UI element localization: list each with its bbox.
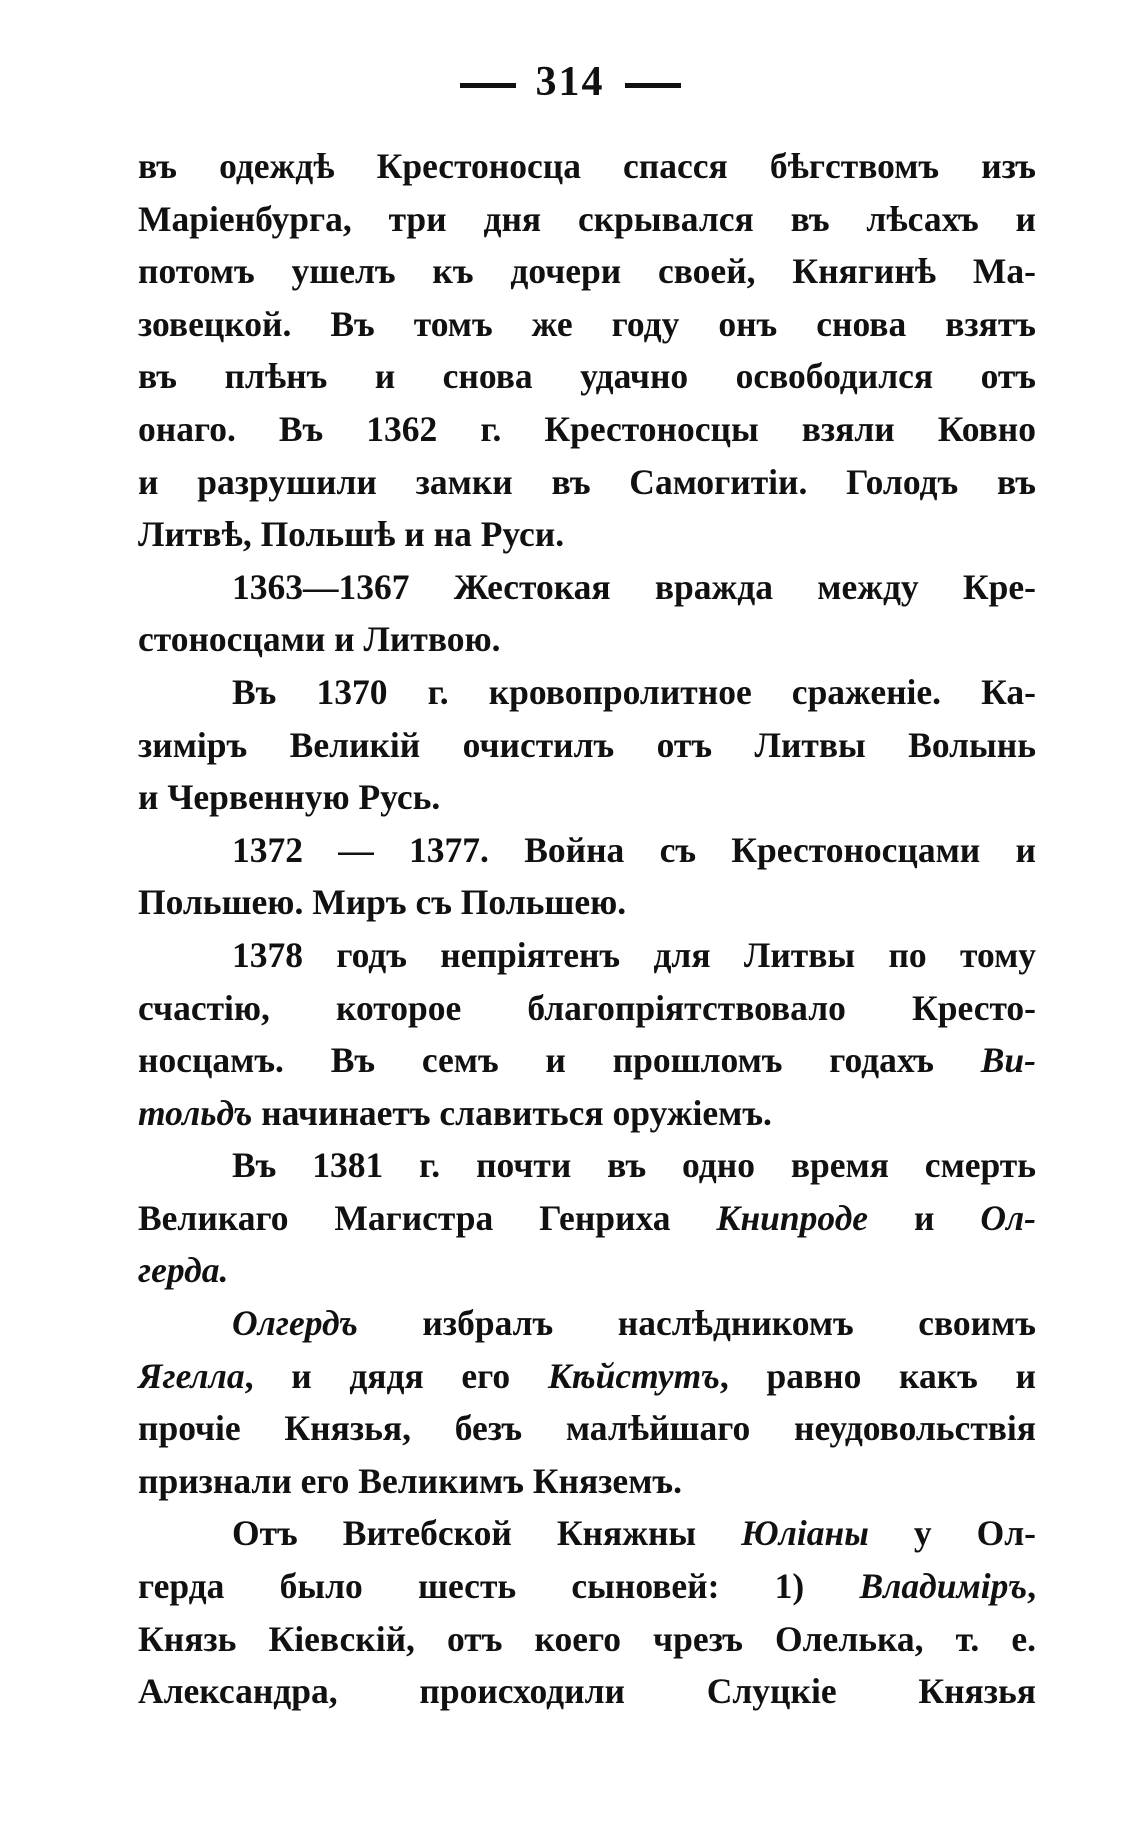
page-number <box>0 58 1140 106</box>
text-line: Князь Кіевскій, отъ коего чрезъ Олелька, т. е. <box>138 1618 1036 1659</box>
text-line: Великаго Магистра Генриха Книпроде и Ол- <box>138 1197 1036 1238</box>
text-line: и разрушили замки въ Самогитіи. Голодъ въ <box>138 461 1036 502</box>
text-line: 1378 годъ непріятенъ для Литвы по тому <box>232 934 1036 975</box>
text-line: и Червенную Русь. <box>138 777 441 818</box>
text-line: признали его Великимъ Княземъ. <box>138 1460 682 1501</box>
text-line: Отъ Витебской Княжны Юліаны у Ол- <box>232 1513 1036 1554</box>
body-text <box>138 140 1036 1718</box>
text-line: тольдъ начинаетъ славиться оружіемъ. <box>138 1092 772 1133</box>
text-line: потомъ ушелъ къ дочери своей, Княгинѣ Ма- <box>138 251 1036 292</box>
text-line: Въ 1381 г. почти въ одно время смерть <box>232 1145 1036 1186</box>
text-line: 1363—1367 Жестокая вражда между Кре- <box>232 566 1036 607</box>
text-line: Польшею. Миръ съ Польшею. <box>138 882 627 923</box>
dash-left <box>460 83 516 88</box>
text-line: онаго. Въ 1362 г. Крестоносцы взяли Ковно <box>138 408 1036 449</box>
text-line: зиміръ Великій очистилъ отъ Литвы Волынь <box>138 724 1036 765</box>
dash-right <box>625 83 681 88</box>
text-line: Александра, происходили Слуцкіе Князья <box>138 1671 1036 1712</box>
text-line: носцамъ. Въ семъ и прошломъ годахъ Ви- <box>138 1040 1036 1081</box>
text-line: Олгердъ избралъ наслѣдникомъ своимъ <box>232 1303 1036 1344</box>
text-line: герда было шесть сыновей: 1) Владиміръ, <box>138 1566 1036 1607</box>
text-line: счастію, которое благопріятствовало Кресто- <box>138 987 1036 1028</box>
text-line: въ одеждѣ Крестоносца спасся бѣгствомъ изъ <box>138 146 1036 186</box>
text-line: Литвѣ, Польшѣ и на Руси. <box>138 514 565 555</box>
text-line: въ плѣнъ и снова удачно освободился отъ <box>138 356 1036 397</box>
text-line: стоносцами и Литвою. <box>138 619 501 660</box>
text-line: герда. <box>138 1250 229 1291</box>
text-line: Въ 1370 г. кровопролитное сраженіе. Ка- <box>232 671 1036 712</box>
text-line: прочіе Князья, безъ малѣйшаго неудовольствія <box>138 1408 1036 1449</box>
text-line: зовецкой. Въ томъ же году онъ снова взятъ <box>138 303 1036 344</box>
text-line: 1372 — 1377. Война съ Крестоносцами и <box>232 829 1036 870</box>
text-line: Ягелла, и дядя его Кѣйстутъ, равно какъ и <box>138 1355 1037 1396</box>
text-line: Маріенбурга, три дня скрывался въ лѣсахъ и <box>138 198 1036 239</box>
page-number-value: 314 <box>535 59 605 105</box>
